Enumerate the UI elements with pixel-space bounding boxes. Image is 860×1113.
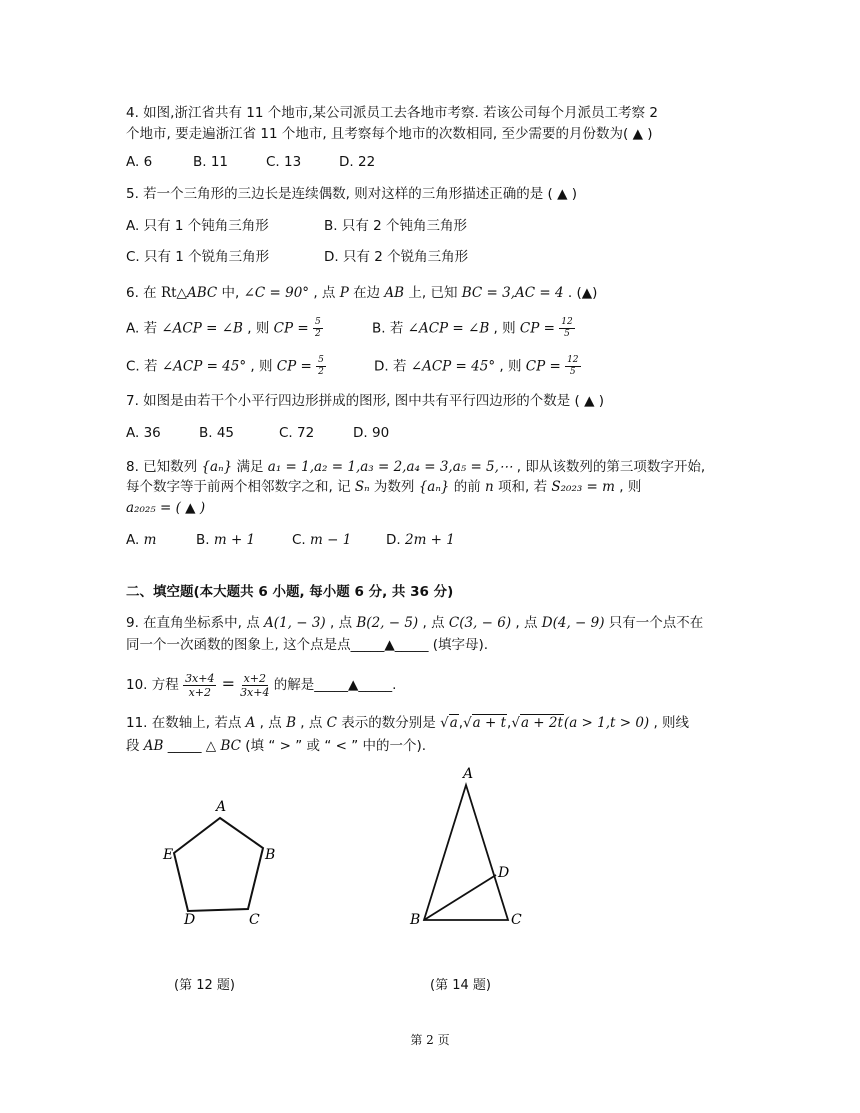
q4-option-b: B. 11 — [193, 154, 229, 170]
q7-option-d: D. 90 — [353, 425, 390, 441]
q9-stem-line2: 同一个一次函数的图象上, 这个点是点_____▲_____ (填字母). — [126, 637, 489, 653]
q7-option-b: B. 45 — [199, 425, 235, 441]
q7-options — [126, 424, 389, 442]
q4-stem-line2: 个地市, 要走遍浙江省 11 个地市, 且考察每个地市的次数相同, 至少需要的月份数为( ▲ ) — [126, 126, 653, 142]
figure-14-caption: (第 14 题) — [430, 978, 491, 993]
q7-option-c: C. 72 — [279, 425, 315, 441]
vertex-label-a: A — [216, 799, 227, 815]
q6-option-b: B. 若 ∠ACP = ∠B , 则 CP = $\frac{12}{5}$ — [372, 317, 573, 339]
q6-stem: 6. 在 Rt△ABC 中, ∠C = 90° , 点 P 在边 AB 上, 已知 BC = 3,AC = 4 . (▲) — [126, 285, 598, 301]
fraction: $\frac{12}{5}$ — [567, 355, 579, 377]
q6-options-row2 — [126, 356, 581, 377]
q5-option-a: A. 只有 1 个钝角三角形 — [126, 218, 269, 234]
vertex-label-d: D — [184, 912, 196, 928]
sqrt-a: √a — [440, 715, 458, 731]
q8-stem-line2: 每个数字等于前两个相邻数字之和, 记 Sₙ 为数列 {aₙ} 的前 n 项和, 若 S₂₀₂₃ = m , 则 — [126, 479, 642, 495]
q11-stem-line2: 段 AB _____ △ BC (填 “ > ” 或 “ < ” 中的一个). — [126, 738, 427, 754]
figure-12-pentagon — [150, 790, 290, 940]
triangle-shape — [424, 785, 508, 920]
q6-option-c: C. 若 ∠ACP = 45° , 则 CP = $\frac{5}{2}$ — [126, 355, 324, 377]
q7-stem: 7. 如图是由若干个小平行四边形拼成的图形, 图中共有平行四边形的个数是 ( ▲ ) — [126, 393, 605, 409]
q8-option-b: B. m + 1 — [196, 532, 256, 548]
vertex-label-c: C — [249, 912, 260, 928]
q8-option-a: A. m — [126, 532, 157, 548]
q8-stem-line1: 8. 已知数列 {aₙ} 满足 a₁ = 1,a₂ = 1,a₃ = 2,a₄ = 3,a₅ = 5,⋯ , 即从该数列的第三项数字开始, — [126, 459, 706, 475]
vertex-label-a: A — [463, 766, 474, 782]
vertex-label-c: C — [511, 912, 522, 928]
fraction-right: $\frac{x+2}{3x+4}$ — [240, 671, 270, 699]
q4-option-a: A. 6 — [126, 154, 153, 170]
section2-title: 二、填空题(本大题共 6 小题, 每小题 6 分, 共 36 分) — [126, 584, 454, 600]
q4-option-d: D. 22 — [339, 154, 376, 170]
q8-option-d: D. 2m + 1 — [386, 532, 455, 548]
q8-options — [126, 531, 455, 549]
vertex-label-e: E — [163, 847, 174, 863]
q5-options-row1 — [126, 217, 467, 235]
q5-option-d: D. 只有 2 个锐角三角形 — [324, 249, 469, 265]
fraction: $\frac{5}{2}$ — [318, 355, 324, 377]
fraction-left: $\frac{3x+4}{x+2}$ — [185, 671, 215, 699]
page-number: 第 2 页 — [410, 1033, 450, 1047]
q8-stem-line3: a₂₀₂₅ = ( ▲ ) — [126, 500, 206, 516]
q4-stem-line1: 4. 如图,浙江省共有 11 个地市,某公司派员工去各地市考察. 若该公司每个月派员工考察 2 — [126, 105, 658, 121]
q8-option-c: C. m − 1 — [292, 532, 352, 548]
pentagon-shape — [174, 818, 263, 911]
q5-stem: 5. 若一个三角形的三边长是连续偶数, 则对这样的三角形描述正确的是 ( ▲ ) — [126, 186, 578, 202]
sqrt-a-plus-2t: √a + 2t — [511, 715, 563, 731]
figure-12-caption: (第 12 题) — [174, 978, 235, 993]
vertex-label-d: D — [498, 865, 510, 881]
q5-option-c: C. 只有 1 个锐角三角形 — [126, 249, 270, 265]
q6-option-a: A. 若 ∠ACP = ∠B , 则 CP = $\frac{5}{2}$ — [126, 317, 321, 339]
q11-stem-line1: 11. 在数轴上, 若点 A , 点 B , 点 C 表示的数分别是 √a,√a + t,√a + 2t(a > 1,t > 0) , 则线 — [126, 715, 690, 731]
segment-bd — [424, 875, 496, 920]
q4-option-c: C. 13 — [266, 154, 302, 170]
vertex-label-b: B — [410, 912, 421, 928]
q5-options-row2 — [126, 248, 468, 266]
fraction: $\frac{5}{2}$ — [314, 317, 321, 339]
fraction: $\frac{12}{5}$ — [561, 317, 573, 339]
figure-14-triangle — [400, 764, 540, 934]
q5-option-b: B. 只有 2 个钝角三角形 — [324, 218, 468, 234]
vertex-label-b: B — [265, 847, 276, 863]
q10-stem: 10. 方程 $\frac{3x+4}{x+2}$ = $\frac{x+2}{3x+4}$ 的解是_____▲_____. — [126, 671, 397, 699]
sqrt-a-plus-t: √a + t — [463, 715, 507, 731]
q6-option-d: D. 若 ∠ACP = 45° , 则 CP = $\frac{12}{5}$ — [374, 355, 579, 377]
q9-stem-line1: 9. 在直角坐标系中, 点 A(1, − 3) , 点 B(2, − 5) , 点 C(3, − 6) , 点 D(4, − 9) 只有一个点不在 — [126, 615, 704, 631]
q4-options — [126, 153, 375, 171]
q6-options-row1 — [126, 318, 575, 339]
q7-option-a: A. 36 — [126, 425, 161, 441]
